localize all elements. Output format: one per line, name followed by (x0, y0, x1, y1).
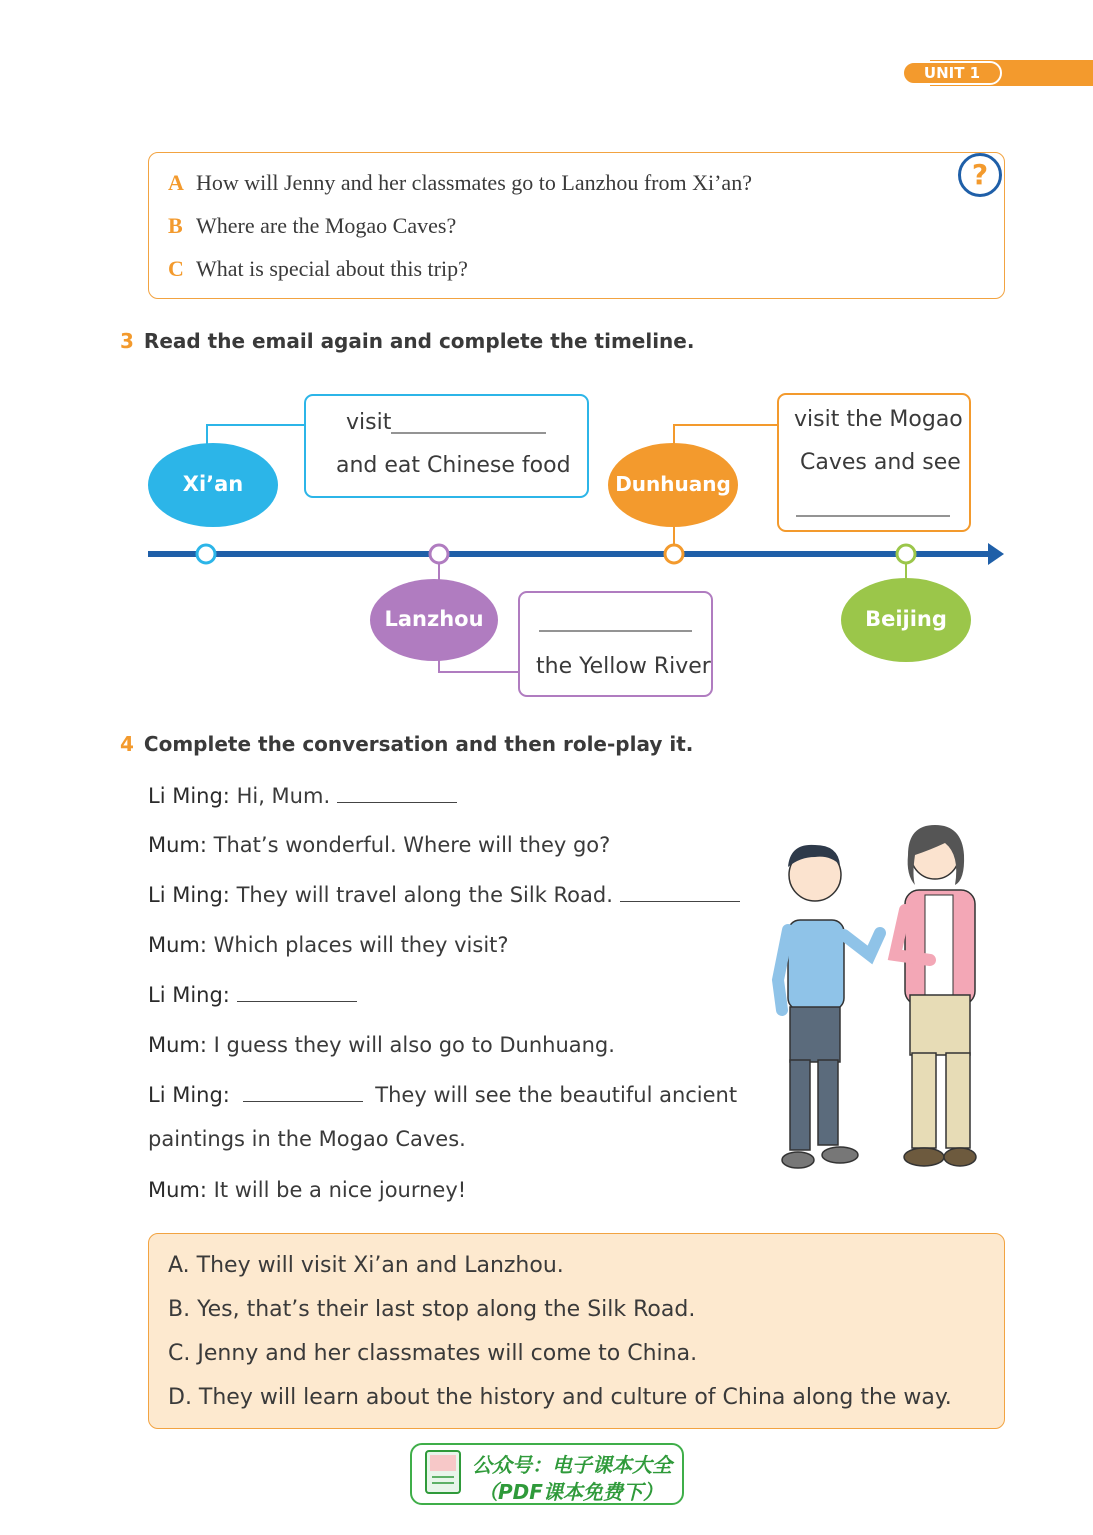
option-a: A. They will visit Xi’an and Lanzhou. (168, 1253, 564, 1278)
speaker: Mum: (148, 933, 207, 957)
task-number: 3 (120, 329, 134, 353)
connector-xian (207, 425, 305, 444)
question-text: How will Jenny and her classmates go to Lanzhou from Xi’an? (196, 170, 752, 195)
line-text: They will see the beautiful ancient (375, 1083, 738, 1107)
conversation-line (148, 1083, 737, 1107)
mum-figure (895, 825, 976, 1166)
question-letter: B (168, 213, 183, 238)
conversation-line (148, 933, 509, 957)
answer-blank[interactable] (620, 901, 740, 902)
stop-dunhuang: Dunhuang (615, 472, 731, 496)
marker-xian (197, 545, 215, 563)
connector-lanzhou (439, 660, 519, 672)
line-text: That’s wonderful. Where will they go? (213, 833, 611, 857)
conversation-line (148, 1127, 466, 1151)
option-b: B. Yes, that’s their last stop along the Silk Road. (168, 1297, 696, 1322)
task-instruction: Complete the conversation and then role-play it. (143, 732, 694, 756)
box-lanzhou (519, 592, 712, 696)
line-text: Hi, Mum. (236, 784, 331, 808)
stamp-line-1: 公众号：电子课本大全 (472, 1453, 672, 1477)
option-c: C. Jenny and her classmates will come to China. (168, 1341, 698, 1366)
marker-lanzhou (430, 545, 448, 563)
speaker: Li Ming: (148, 1083, 230, 1107)
answer-blank[interactable] (243, 1101, 363, 1102)
speaker: Li Ming: (148, 883, 230, 907)
question-b (168, 213, 456, 239)
line-text: I guess they will also go to Dunhuang. (213, 1033, 615, 1057)
timeline-arrow (988, 543, 1004, 565)
marker-beijing (897, 545, 915, 563)
line-text: Which places will they visit? (213, 933, 509, 957)
line-text: paintings in the Mogao Caves. (148, 1127, 466, 1151)
dunhuang-box-line1: visit the Mogao (794, 407, 963, 432)
xian-box-line2: and eat Chinese food (336, 453, 571, 478)
question-text: What is special about this trip? (196, 256, 468, 281)
conversation-line (148, 833, 610, 857)
speaker: Li Ming: (148, 983, 230, 1007)
conversation-line (148, 983, 357, 1007)
speaker: Li Ming: (148, 784, 230, 808)
task-4-heading (120, 732, 693, 756)
lanzhou-box-line2: the Yellow River (536, 654, 711, 679)
dunhuang-box-line2: Caves and see (800, 450, 961, 475)
line-text: They will travel along the Silk Road. (236, 883, 613, 907)
question-mark-icon: ? (958, 153, 1002, 197)
unit-label: UNIT 1 (902, 61, 1002, 85)
task-3-heading (120, 329, 694, 353)
marker-dunhuang (665, 545, 683, 563)
boy-figure (778, 845, 880, 1168)
stop-xian: Xi’an (182, 472, 244, 496)
conversation-line (148, 883, 740, 907)
stop-lanzhou: Lanzhou (384, 607, 484, 631)
speaker: Mum: (148, 833, 207, 857)
option-d: D. They will learn about the history and culture of China along the way. (168, 1385, 952, 1410)
stamp-line-2: （PDF课本免费下） (478, 1480, 663, 1504)
book-logo-icon (420, 1447, 470, 1501)
line-text: It will be a nice journey! (213, 1178, 467, 1202)
connector-dunhuang (674, 425, 778, 444)
question-a (168, 170, 752, 196)
answer-blank[interactable] (337, 802, 457, 803)
question-letter: C (168, 256, 184, 281)
task-instruction: Read the email again and complete the timeline. (143, 329, 695, 353)
xian-box-line1: visit (346, 410, 392, 435)
question-c (168, 256, 468, 282)
answer-blank[interactable] (237, 1001, 357, 1002)
task-number: 4 (120, 732, 134, 756)
conversation-line (148, 784, 457, 808)
speaker: Mum: (148, 1033, 207, 1057)
conversation-line (148, 1178, 466, 1202)
speaker: Mum: (148, 1178, 207, 1202)
boy-and-mum-illustration (760, 815, 1000, 1180)
conversation-line (148, 1033, 615, 1057)
question-letter: A (168, 170, 184, 195)
stop-beijing: Beijing (865, 607, 947, 631)
question-text: Where are the Mogao Caves? (196, 213, 457, 238)
